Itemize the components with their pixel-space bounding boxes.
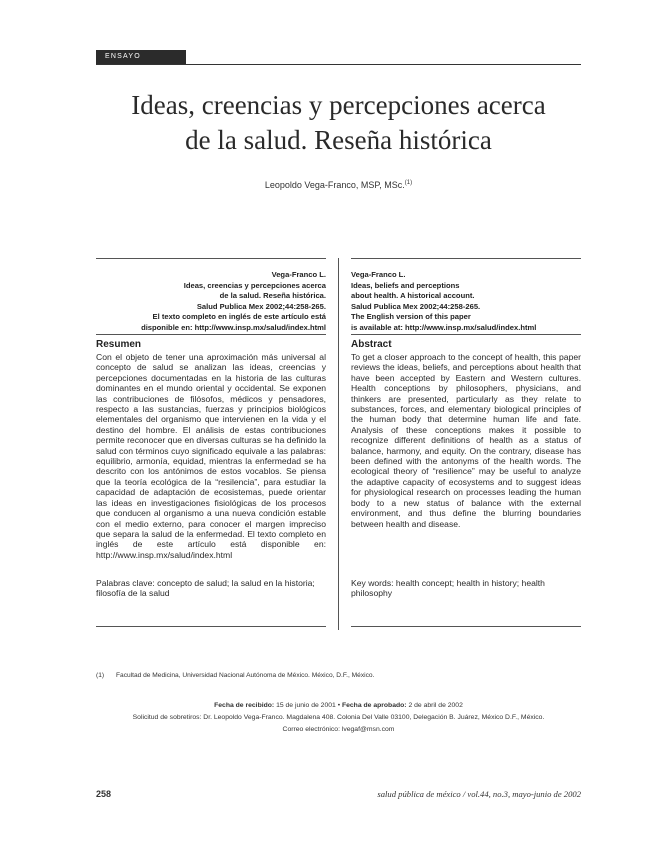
citation-spanish — [96, 270, 326, 333]
citation-es-line: Vega-Franco L. — [271, 270, 326, 279]
title-line-2: de la salud. Reseña histórica — [185, 125, 492, 155]
received-date: 15 de junio de 2001 — [276, 702, 336, 709]
approved-date: 2 de abril de 2002 — [408, 702, 463, 709]
citation-es-line: de la salud. Reseña histórica. — [219, 291, 326, 300]
citation-es-line: Salud Publica Mex 2002;44:258-265. — [196, 301, 326, 311]
palabras-clave: Palabras clave: concepto de salud; la salud en la historia; filosofía de la salud — [96, 578, 315, 599]
citation-en-line: Salud Publica Mex 2002;44:258-265. — [351, 301, 481, 311]
footnote-affiliation: Facultad de Medicina, Universidad Nacional Autónoma de México. México, D.F., México. — [116, 672, 375, 679]
section-tag — [96, 50, 186, 64]
citation-rule-right — [351, 258, 581, 259]
email-contact: Correo electrónico: lvegaf@msn.com — [282, 726, 395, 733]
abstract-rule — [351, 334, 581, 335]
bottom-rule-right — [351, 626, 581, 627]
citation-en-line: Ideas, beliefs and perceptions — [351, 280, 460, 290]
citation-en-line: The English version of this paper — [351, 312, 471, 321]
key-words: Key words: health concept; health in history; health philosophy — [351, 578, 545, 599]
citation-es-link[interactable]: disponible en: http://www.insp.mx/salud/index.html — [141, 322, 326, 332]
approved-label: Fecha de aprobado: — [341, 702, 407, 709]
page-number: 258 — [96, 789, 112, 799]
title-line-1: Ideas, creencias y percepciones acerca — [131, 90, 546, 120]
author-affiliation-marker: (1) — [404, 180, 413, 186]
citation-rule-left — [96, 258, 326, 259]
article-title — [96, 88, 581, 158]
citation-en-link[interactable]: is available at: http://www.insp.mx/salud/index.html — [351, 322, 537, 332]
received-label: Fecha de recibido: — [214, 702, 275, 709]
abstract-heading: Abstract — [351, 339, 392, 350]
bottom-rule-left — [96, 626, 326, 627]
citation-es-line: Ideas, creencias y percepciones acerca — [183, 280, 326, 290]
journal-reference: salud pública de méxico / vol.44, no.3, mayo-junio de 2002 — [377, 789, 581, 799]
reprint-request: Solicitud de sobretiros: Dr. Leopoldo Vega-Franco. Magdalena 408. Colonia Del Valle 03100, Delegación B. Juárez, México D.F., México. — [132, 714, 545, 721]
section-tag-label: ENSAYO — [105, 53, 141, 60]
dates-line — [96, 700, 581, 712]
author-line — [96, 180, 581, 190]
citation-english — [351, 270, 581, 333]
bullet-separator: • — [337, 702, 341, 709]
resumen-body: Con el objeto de tener una aproximación más universal al concepto de salud se analizan las ideas, creencias y percepciones documentadas en la historia de las culturas dominantes en el mundo oriental y occidental. Se exponen las contribuciones de filósofos, médicos y pensadores, respecto a las sustancias, fuerzas y principios biológicos elementales del organismo que intervienen en la vida y el destino del hombre. El análisis de estas contribuciones permite reconocer que en diversas culturas se ha definido la salud con términos cuyo significado equivale a las palabras: equilibrio, armonía, equidad, mientras la enfermedad se ha descrito con los antónimos de estos vocablos. Se piensa que la teoría ecológica de la “resilencia”, para estudiar la capacidad de adaptación de ecosistemas, puede orientar las ideas en investigaciones fisiológicas de los procesos que conducen al organismo a una nueva condición estable con el medio externo, para conocer el margen impreciso que separa la salud de la enfermedad. El texto completo en inglés de este artículo está disponible en: http://www.insp.mx/salud/index.html — [96, 352, 326, 560]
citation-es-line: El texto completo en inglés de este artículo está — [152, 312, 326, 321]
resumen-rule — [96, 334, 326, 335]
column-divider — [338, 258, 339, 630]
header-rule — [96, 64, 581, 65]
citation-en-line: about health. A historical account. — [351, 291, 475, 300]
abstract-body: To get a closer approach to the concept of health, this paper reviews the ideas, beliefs, and perceptions about health that have been accepted by Eastern and Western cultures. Health conceptions by philosophers, physicians, and thinkers are presented, particularly as they relate to substances, forces, and elementary biological principles of the human body that determine human life and fate. Analysis of these conceptions makes it possible to recognize different definitions of health as a status of balance, harmony, and equity. On the contrary, disease has been defined with the antonyms of the health words. The ecological theory of “resilience” may be useful to analyze the adaptive capacity of ecosystems and to suggest ideas for physiological research on processes leading the human body to a new status of balance with the external environment, and thus define the blurring boundaries between health and disease. — [351, 352, 581, 529]
citation-en-line: Vega-Franco L. — [351, 270, 406, 279]
author-name: Leopoldo Vega-Franco, MSP, MSc. — [264, 180, 405, 190]
resumen-heading: Resumen — [96, 339, 142, 350]
footnote-marker: (1) — [96, 672, 105, 679]
